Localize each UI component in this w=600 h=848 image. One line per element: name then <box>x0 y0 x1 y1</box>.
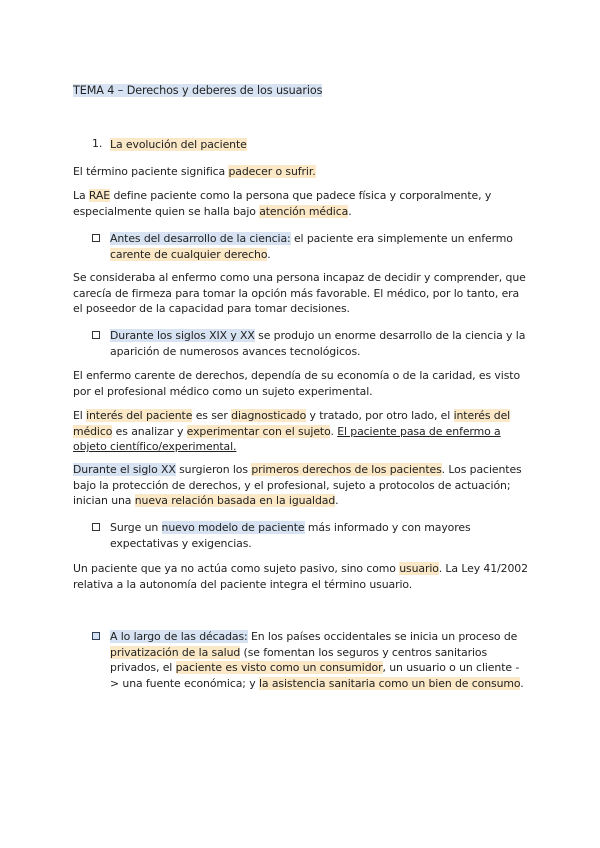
checkbox-2[interactable] <box>92 331 100 339</box>
checkbox-3[interactable] <box>92 523 100 531</box>
p5-text-e: y tratado, por otro lado, el <box>306 409 454 422</box>
title-text: TEMA 4 – Derechos y deberes de los usuarios <box>73 84 323 97</box>
paragraph-7 <box>73 561 528 592</box>
p5-text-c: es ser <box>192 409 232 422</box>
p4-text: El enfermo carente de derechos, dependía de su economía o de la caridad, es visto por el profesional médico como un sujeto experimental. <box>73 369 521 398</box>
b4-highlight: A lo largo de las décadas: <box>110 630 248 643</box>
b2-text: se produjo un enorme desarrollo de la ciencia y la aparición de numerosos avances tecnológicos. <box>110 329 526 358</box>
p5-highlight-diagnosticado: diagnosticado <box>231 409 307 422</box>
b1-text: el paciente era simplemente un enfermo <box>290 232 513 245</box>
page-title <box>73 83 528 99</box>
bullet-1 <box>110 231 528 262</box>
p2-highlight-atencion: atención médica <box>259 204 349 218</box>
b3-highlight: nuevo modelo de paciente <box>161 521 305 534</box>
paragraph-6 <box>73 462 528 509</box>
paragraph-5 <box>73 408 528 455</box>
b4-text-f: , un usuario o un cliente -> una fuente económica; y <box>110 661 520 690</box>
p5-highlight-interes-paciente: interés del paciente <box>86 409 193 422</box>
b3-text-a: Surge un <box>110 521 162 534</box>
b4-highlight-consumidor: paciente es visto como un consumidor <box>175 661 383 674</box>
p5-highlight-experimentar: experimentar con el sujeto <box>186 424 331 438</box>
bullet-3 <box>110 520 528 551</box>
p3-text: Se consideraba al enfermo como una persona incapaz de decidir y comprender, que carecía de firmeza para tomar la opción más favorable. El médico, por lo tanto, era el poseedor de la capacidad para tomar decisiones. <box>73 271 526 315</box>
p6-text-f: . <box>335 494 339 507</box>
p6-text-b: surgieron los <box>175 463 252 476</box>
p5-highlight-interes-medico: interés del médico <box>73 409 511 438</box>
p2-highlight-rae: RAE <box>88 189 111 202</box>
paragraph-1 <box>73 164 528 180</box>
p5-underlined: El paciente pasa de enfermo a objeto científico/experimental. <box>73 424 501 453</box>
section-number: 1. <box>92 137 103 150</box>
b4-highlight-privatizacion: privatización de la salud <box>110 645 241 659</box>
p6-highlight-siglo: Durante el siglo XX <box>73 463 176 476</box>
b4-text-h: . <box>520 676 524 690</box>
p7-highlight-usuario: usuario <box>399 562 439 575</box>
b1-highlight: Antes del desarrollo de la ciencia: <box>110 232 291 245</box>
p6-highlight-derechos: primeros derechos de los pacientes <box>251 463 442 476</box>
p1-text: El término paciente significa <box>73 165 229 178</box>
paragraph-2 <box>73 188 528 219</box>
p6-highlight-relacion: nueva relación basada en la igualdad <box>134 494 336 507</box>
checkbox-1[interactable] <box>92 234 100 242</box>
bullet-4 <box>110 629 528 691</box>
b4-text-d: (se fomentan los seguros y centros sanitarios privados, el <box>110 645 488 674</box>
p6-text-d: . Los pacientes bajo la protección de derechos, y el profesional, sujeto a protocolos de actuación; inician una <box>73 463 522 507</box>
section-label: La evolución del paciente <box>110 138 247 151</box>
b1-text-d: . <box>267 247 271 261</box>
paragraph-3 <box>73 270 528 317</box>
p1-highlight: padecer o sufrir. <box>228 165 316 178</box>
b4-text-b: En los países occidentales se inicia un proceso de <box>247 630 518 643</box>
b3-text-c: más informado y con mayores expectativas y exigencias. <box>110 521 471 550</box>
p2-text-e: . <box>348 204 352 218</box>
checkbox-4[interactable] <box>92 632 100 640</box>
p7-text-c: . La Ley 41/2002 relativa a la autonomía del paciente integra el término usuario. <box>73 562 528 591</box>
p2-text-a: La <box>73 189 89 202</box>
bullet-2 <box>110 328 528 359</box>
p2-text-c: define paciente como la persona que padece física y corporalmente, y especialmente quien se halla bajo <box>73 189 492 218</box>
section-heading <box>110 137 528 153</box>
b1-highlight-carente: carente de cualquier derecho <box>110 247 268 261</box>
p5-text-g: es analizar y <box>112 424 187 438</box>
paragraph-4 <box>73 368 528 399</box>
p7-text-a: Un paciente que ya no actúa como sujeto pasivo, sino como <box>73 562 400 575</box>
p5-text-i: . <box>330 424 338 438</box>
b4-highlight-asistencia: la asistencia sanitaria como un bien de consumo <box>258 676 521 690</box>
p5-text-a: El <box>73 409 87 422</box>
b2-highlight: Durante los siglos XIX y XX <box>110 329 255 342</box>
